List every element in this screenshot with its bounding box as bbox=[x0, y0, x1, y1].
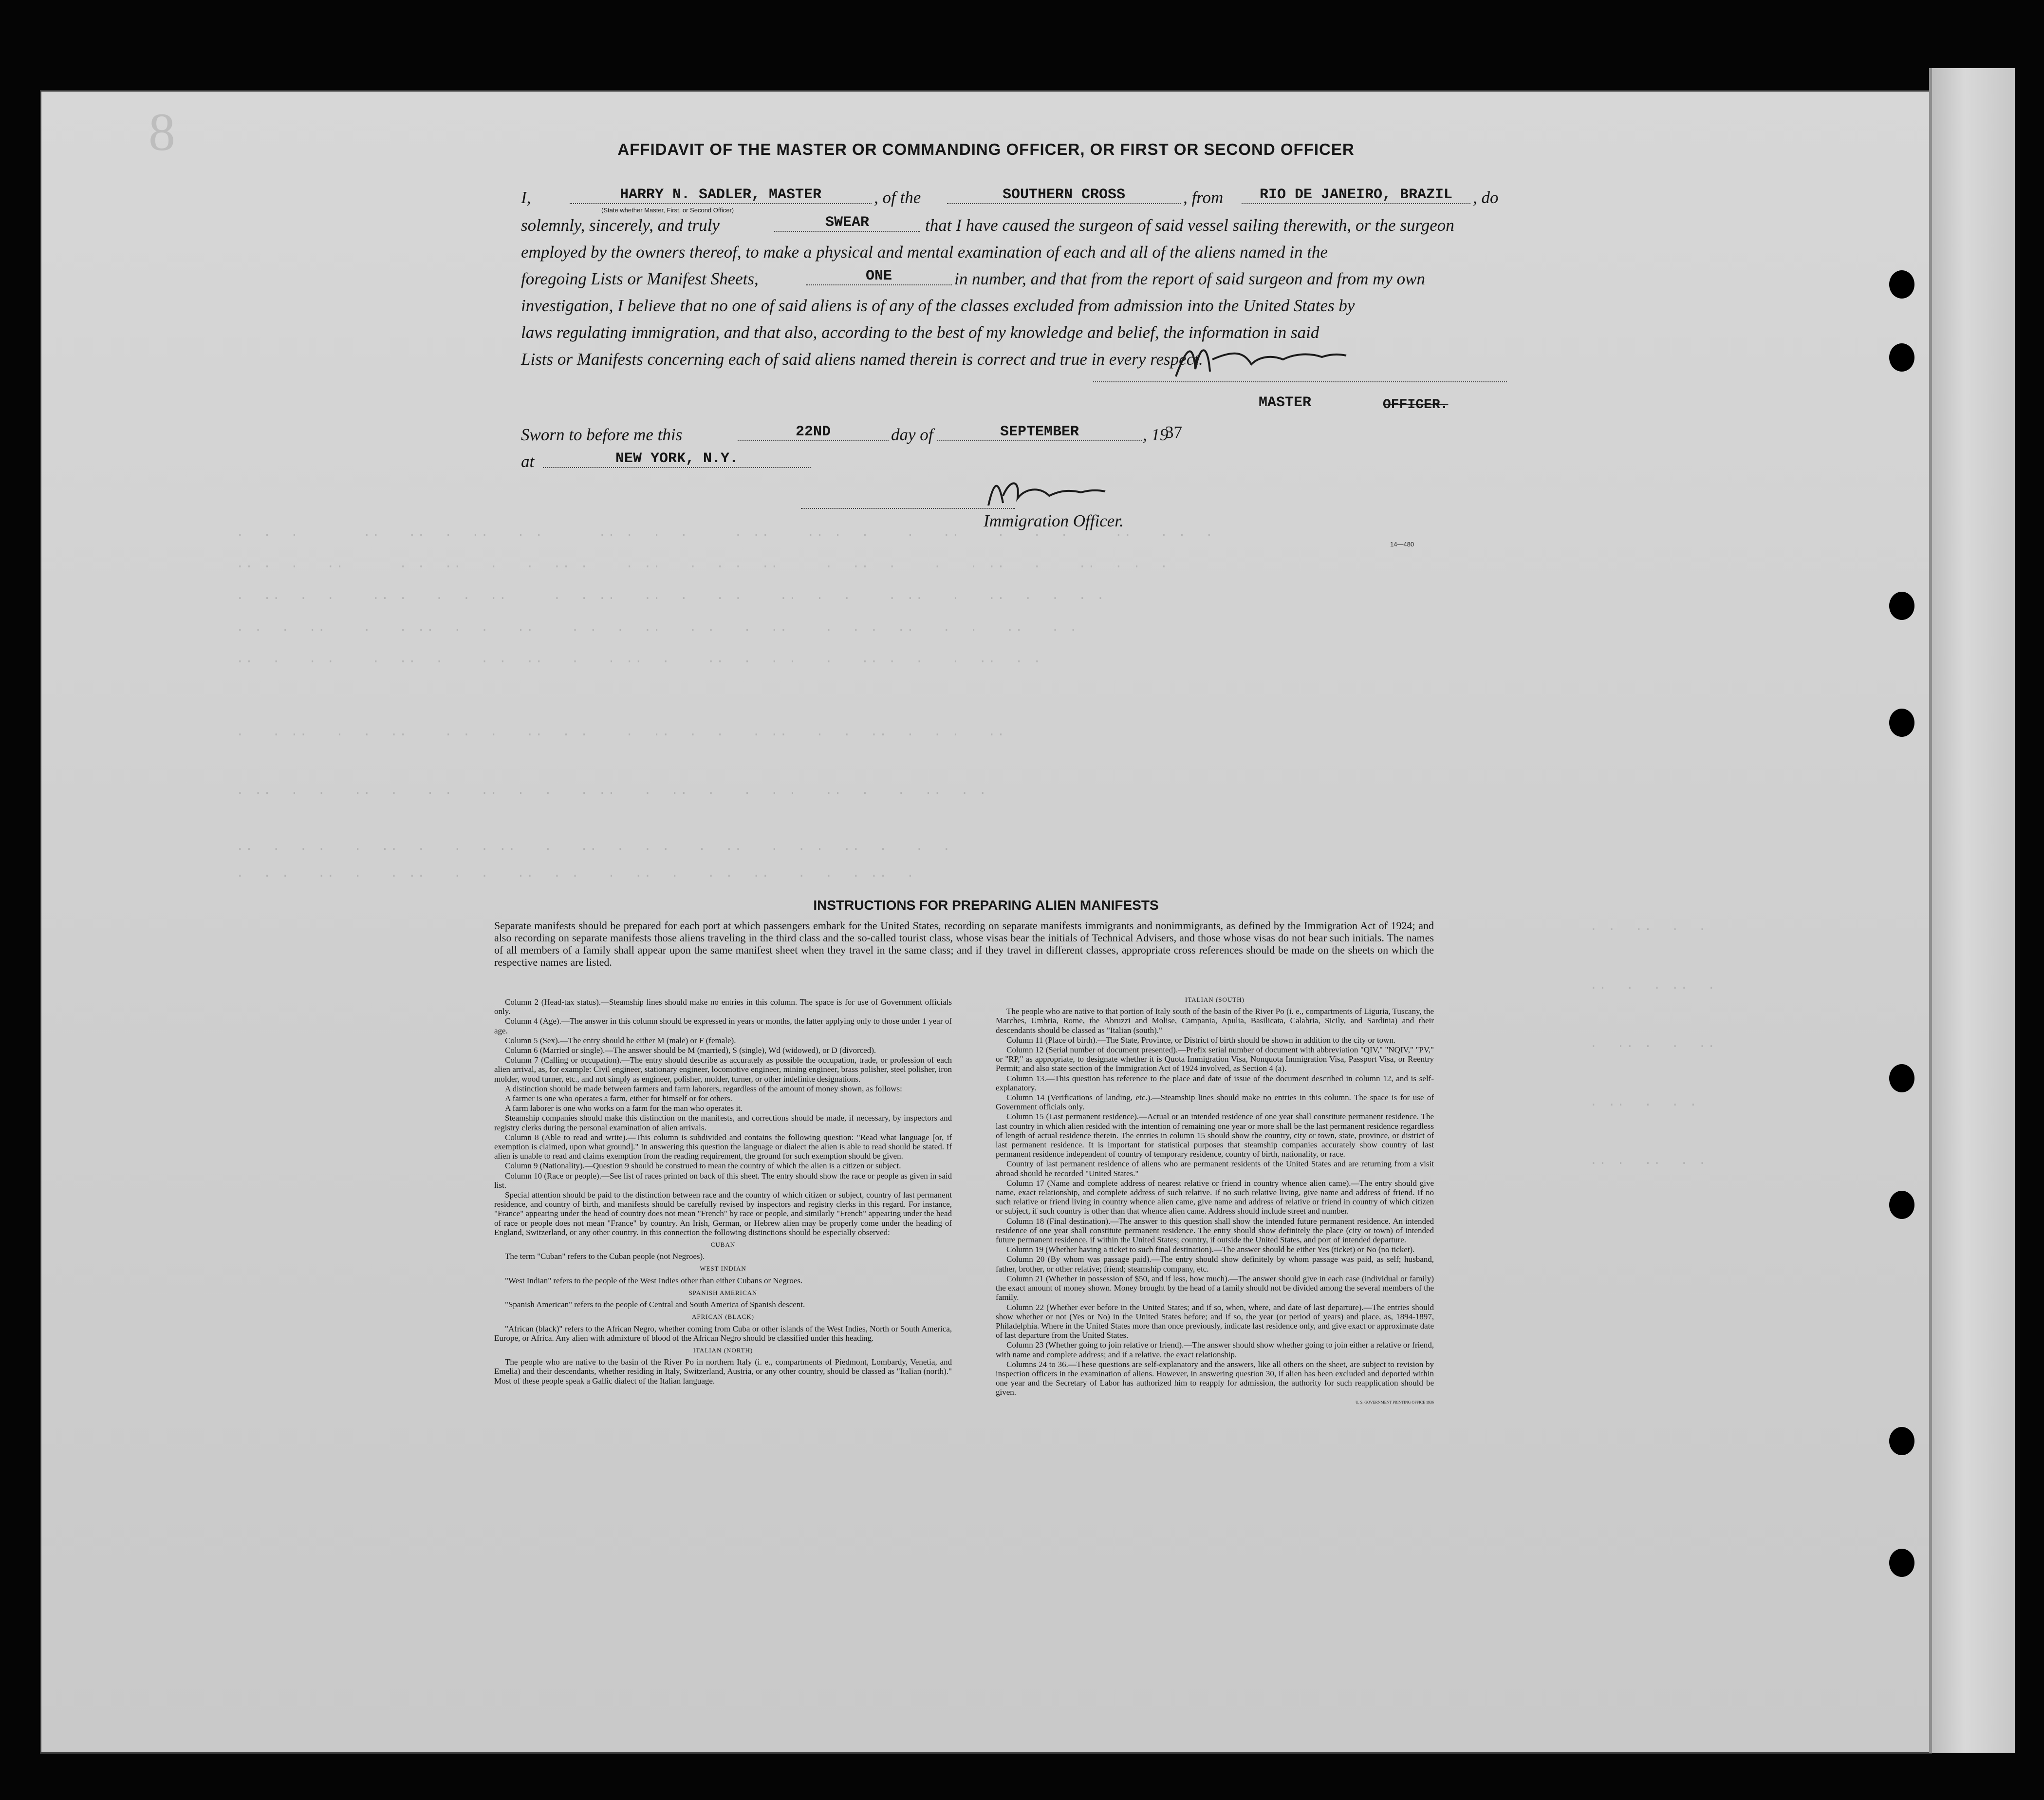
italian-north-heading: ITALIAN (NORTH) bbox=[693, 1346, 753, 1354]
binding-hole bbox=[1889, 1549, 1914, 1577]
italian-north-text: The people who are native to the basin of the River Po in northern Italy (i. e., compartments of Piedmont, Lombardy, Venetia, and Emelia) and their descendants, whether residing in Italy, Switzerland, Austria, or any other country, should be classed as "Italian (north)." Most of these people speak a Gallic dialect of the Italian language. bbox=[494, 1357, 952, 1386]
binding-hole bbox=[1889, 1064, 1914, 1092]
affidavit-line-6: laws regulating immigration, and that also, according to the best of my knowledge and belief, the information in said bbox=[521, 323, 1319, 342]
affidavit-line-3: employed by the owners thereof, to make a physical and mental examination of each and all of the aliens named in the bbox=[521, 243, 1328, 262]
year-prefix: , 19 bbox=[1143, 425, 1169, 444]
instruction-paragraph: Column 10 (Race or people).—See list of races printed on back of this sheet. The entry should show the race or people as given in said list. bbox=[494, 1171, 952, 1190]
cuban-heading: CUBAN bbox=[710, 1241, 736, 1249]
binding-hole bbox=[1889, 270, 1914, 299]
african-heading: AFRICAN (BLACK) bbox=[691, 1313, 755, 1321]
west-indian-text: "West Indian" refers to the people of the West Indies other than either Cubans or Negroes. bbox=[505, 1275, 803, 1285]
instruction-paragraph: A distinction should be made between farmers and farm laborers, regardless of the amount of money shown, as follows: bbox=[505, 1084, 902, 1093]
instruction-paragraph: Column 12 (Serial number of document presented).—Prefix serial number of document with abbreviation "QIV," "NQIV," "PV," or "RP," as appropriate, to designate whether it is Quota Immigration Visa, Nonquota Immigration Visa, Passport Visa, or Reentry Permit; and also state section of the Immigration Act of 1924 involved, as Section 4 (a). bbox=[996, 1045, 1434, 1073]
year-suffix: 37 bbox=[1165, 423, 1182, 442]
instruction-paragraph: Column 19 (Whether having a ticket to such final destination).—The answer should be either Yes (ticket) or No (no ticket). bbox=[1006, 1245, 1415, 1255]
day-of-label: day of bbox=[891, 425, 933, 444]
at-label: at bbox=[521, 452, 535, 471]
binding-hole bbox=[1889, 343, 1914, 372]
west-indian-heading: WEST INDIAN bbox=[700, 1265, 746, 1273]
affidavit-line-7: Lists or Manifests concerning each of said aliens named therein is correct and true in every respect. bbox=[521, 350, 1203, 369]
instruction-paragraph: Column 20 (By whom was passage paid).—The entry should show definitely by whom passage was paid, as self; husband, father, brother, or other relative; friend; steamship company, etc. bbox=[996, 1255, 1434, 1274]
from-label: , from bbox=[1183, 188, 1224, 207]
instruction-paragraph: Column 7 (Calling or occupation).—The entry should describe as accurately as possible the occupation, trade, or profession of each alien arrival, as, for example: Civil engineer, stationary engineer, locomotive engineer, mining engineer, brass polisher, steel polisher, iron molder, wood turner, etc., and not simply as engineer, polisher, molder, turner, or other indefinite designations. bbox=[494, 1055, 952, 1084]
printer-mark: U. S. GOVERNMENT PRINTING OFFICE 1936 bbox=[1356, 1400, 1434, 1405]
instruction-paragraph: Column 4 (Age).—The answer in this column should be expressed in years or months, the latter applying only to those under 1 year of age. bbox=[494, 1016, 952, 1035]
instructions-intro: Separate manifests should be prepared for each port at which passengers embark for the United States, recording on separate manifests immigrants and nonimmigrants, as defined by the Immigration Act of 1924; and also recording on separate manifests those aliens traveling in the third class and the so-called tourist class, whose visas bear the initials of Technical Advisers, and those whose visas do not bear such initials. The names of all members of a family shall appear upon the same manifest sheet when they travel in the same class; and if they travel in different classes, appropriate cross references should be made on the sheets on which the respective names are listed. bbox=[494, 919, 1434, 968]
title-under-signature: MASTER bbox=[1259, 394, 1312, 411]
instruction-paragraph: Special attention should be paid to the distinction between race and the country of which citizen or subject, country of last permanent residence, and country of birth, and manifests should be carefully revised by inspectors and registry clerks in this regard. For instance, "France" appearing under the head of country does not mean "French" by race or people, and similarly "French" appearing under the head of race or people does not mean "France" by country. An Irish, German, or Hebrew alien may be properly come under the heading of England, Switzerland, or any other country. In this connection the following distinctions should be especially observed: bbox=[494, 1190, 952, 1237]
declarant-note: (State whether Master, First, or Second Officer) bbox=[601, 206, 734, 214]
instruction-paragraph: Column 14 (Verifications of landing, etc.).—Steamship lines should make no entries in this column. The space is for use of Government officials only. bbox=[996, 1093, 1434, 1112]
cuban-text: The term "Cuban" refers to the Cuban people (not Negroes). bbox=[505, 1252, 705, 1261]
master-signature-line bbox=[1093, 381, 1507, 382]
instruction-paragraph: Column 9 (Nationality).—Question 9 should be construed to mean the country of which the alien is a citizen or subject. bbox=[505, 1161, 901, 1171]
instruction-paragraph: Steamship companies should make this distinction on the manifests, and corrections should be made, if necessary, by inspectors and registry clerks during the personal examination of alien arrivals. bbox=[494, 1113, 952, 1132]
instruction-paragraph: Columns 24 to 36.—These questions are self-explanatory and the answers, like all others on the sheet, are subject to revision by inspection officers in the examination of aliens. However, in answering question 30, if alien has been excluded and deported within one year and the Secretary of Labor has authorized him to reapply for admission, the authority for such reapplication should be given. bbox=[996, 1359, 1434, 1397]
master-signature bbox=[1166, 330, 1361, 389]
instruction-paragraph: A farmer is one who operates a farm, either for himself or for others. bbox=[505, 1094, 732, 1104]
of-the-label: , of the bbox=[874, 188, 921, 207]
i-label: I, bbox=[521, 188, 531, 207]
binding-hole bbox=[1889, 709, 1914, 737]
instruction-paragraph: Column 21 (Whether in possession of $50, and if less, how much).—The answer should give in each case (individual or family) the exact amount of money shown. Money brought by the head of a family should not be divided among the several members of the family. bbox=[996, 1274, 1434, 1302]
oath-field: SWEAR bbox=[774, 214, 920, 232]
do-label: , do bbox=[1473, 188, 1499, 207]
instruction-paragraph: A farm laborer is one who works on a farm for the man who operates it. bbox=[505, 1104, 743, 1113]
instruction-paragraph: Column 8 (Able to read and write).—This column is subdivided and contains the following question: "Read what language [or, if exemption is claimed, upon what ground]." In answering this question the language or dialect the alien is able to read should be stated. If alien is unable to read and claims exemption from the reading requirement, the ground for such exemption should be given. bbox=[494, 1132, 952, 1161]
instructions-left-column bbox=[494, 997, 952, 1386]
binding-hole bbox=[1889, 1191, 1914, 1219]
instruction-paragraph: The people who are native to that portion of Italy south of the basin of the River Po (i. e., compartments of Liguria, Tuscany, the Marches, Umbria, Rome, the Abruzzi and Molise, Campania, Apulia, Basilicata, Calabria, Sicily, and Sardinia) and their descendants should be classed as "Italian (south)." bbox=[996, 1007, 1434, 1035]
place-field: NEW YORK, N.Y. bbox=[543, 450, 811, 468]
instruction-paragraph: Column 5 (Sex).—The entry should be either M (male) or F (female). bbox=[505, 1035, 736, 1045]
instruction-paragraph: Column 17 (Name and complete address of nearest relative or friend in country whence alien came).—The entry should give name, exact relationship, and complete address of such relative. If no such relative living, give name and address of friend. If no such relative or friend living in country whence alien came, give name and address of relative or friend in country of which citizen or subject, if such country is other than that whence alien came. Address should include street and number. bbox=[996, 1178, 1434, 1216]
affidavit-line-4a: foregoing Lists or Manifest Sheets, bbox=[521, 269, 759, 288]
form-code: 14—480 bbox=[1390, 541, 1414, 548]
instruction-paragraph: Column 2 (Head-tax status).—Steamship lines should make no entries in this column. The space is for use of Government officials only. bbox=[494, 997, 952, 1016]
instruction-paragraph: Column 6 (Married or single).—The answer should be M (married), S (single), Wd (widowed), or D (divorced). bbox=[505, 1046, 876, 1055]
binding-hole bbox=[1889, 1427, 1914, 1455]
affidavit-line-5: investigation, I believe that no one of said aliens is of any of the classes excluded from admission into the United States by bbox=[521, 296, 1355, 315]
struck-officer-word: OFFICER. bbox=[1383, 397, 1449, 412]
instructions-right-column bbox=[996, 995, 1434, 1407]
instruction-paragraph: Column 13.—This question has reference to the place and date of issue of the document described in column 12, and is self-explanatory. bbox=[996, 1073, 1434, 1092]
binding-strip bbox=[1929, 68, 2015, 1753]
affidavit-line-2: that I have caused the surgeon of said vessel sailing therewith, or the surgeon bbox=[925, 216, 1454, 235]
instruction-paragraph: Column 22 (Whether ever before in the United States; and if so, when, where, and date of last departure).—The entries should show whether or not (Yes or No) in the United States before; and if so, the year (or period of years) and place, as, 1894-1897, Philadelphia. Where in the United States more than once previously, indicate last residence only, and give exact or approximate date of last departure from the United States. bbox=[996, 1302, 1434, 1340]
instruction-paragraph: Country of last permanent residence of aliens who are permanent residents of the United States and are returning from a visit abroad should be recorded "United States." bbox=[996, 1159, 1434, 1178]
declarant-field: HARRY N. SADLER, MASTER bbox=[570, 187, 872, 204]
instruction-paragraph: Column 15 (Last permanent residence).—Actual or an intended residence of one year shall constitute permanent residence. The last country in which alien resided with the intention of remaining one year or more shall be the last permanent residence regardless of length of actual residence therein. The entries in column 15 should show the country, city or town, state, province, or district of last permanent residence. It is important for statistical purposes that steamship companies accurately show country of last permanent residence independent of country of temporary residence, country of birth, nationality, or race. bbox=[996, 1112, 1434, 1159]
port-field: RIO DE JANEIRO, BRAZIL bbox=[1242, 187, 1470, 204]
spanish-american-text: "Spanish American" refers to the people of Central and South America of Spanish descent. bbox=[505, 1300, 805, 1310]
page-number-mark: 8 bbox=[149, 102, 175, 162]
immigration-officer-label: Immigration Officer. bbox=[984, 511, 1124, 530]
month-field: SEPTEMBER bbox=[937, 424, 1142, 441]
spanish-american-heading: SPANISH AMERICAN bbox=[688, 1289, 758, 1296]
instruction-paragraph: Column 23 (Whether going to join relative or friend).—The answer should show whether going to join either a relative or friend, with name and complete address; and if a relative, the exact relationship. bbox=[996, 1340, 1434, 1359]
affidavit-title: AFFIDAVIT OF THE MASTER OR COMMANDING OFFICER, OR FIRST OR SECOND OFFICER bbox=[617, 140, 1355, 158]
sheets-field: ONE bbox=[806, 268, 952, 285]
binding-hole bbox=[1889, 592, 1914, 620]
vessel-field: SOUTHERN CROSS bbox=[947, 187, 1181, 204]
manifest-page: 8 . . . .. .. . .. . . .. . . . . .. .. . . . .. . . . .. . . . .. . . .. . . .. . . .. . . .. . . . .. . .. . . . .. . .. . . . . .. . . .. . . . .. . . .. .. . . . .. . . . .. . .. . . . . . . . .. . . .. . . .. . . . .. . . . .. . . . .. . . .. . . .. . . . . .. . . . .. . . .. . .. . . . . .. . . . .. . . . . .. . . .. . . . .. . . . .. . . . .. . . .. . . . .. . .. . . .. . . . .. . . . .. . .. . . . . .. . . .. . . .. . . . . .. . . . .. . .. . . . . .. . . . .. . . . . . . .. . . .. . . .. . . . .. . . . .. . . . .. . . . .. . . .. . . .. . . .. . . .. . .. . . . .. . .. . . AFFIDAVIT OF THE MASTER OR COMMANDING OFFICER, OR FIRST OR SECOND OFFICER I, HARRY N. SADLER, MASTER (State whether Master, First, or Second Officer) , of the SOUTHERN CROSS , from RIO DE JANEIRO, BRAZIL , do solemnly, sincerely, and truly SWEAR that I have caused the surgeon of said vessel sailing therewith, or the surgeon employed by the owners thereof, to make a physical and mental examination of each and all of the aliens named in the foregoing Lists or Manifest Sheets, ONE in number, and that from the report of said surgeon and from my own investigation, I believe that no one of said aliens is of any of the classes excluded from admission into the United States by laws regulating immigration, and that also, according to the best of my knowledge and belief, the information in said Lists or Manifests concerning each of said aliens named therein is correct and true in every respect. MASTER OFFICER. Sworn to before me this 22ND day of SEPTEMBER , 19 37 at NEW YORK, N.Y. Immigration Officer. 14—480 INSTRUCTIONS FOR PREPARING ALIEN MANIFESTS Separate manifests should be prepared for each port at which passengers embark for the United States, recording on separate manifests immigrants and nonimmigrants, as defined by the Immigration Act of 1924; and also recording on separate manifests those aliens traveling in the third class and the so-called tourist class, whose visas bear the initials of Technical Advisers, and those whose visas do not bear such initials. The names of all members of a family shall appear upon the same manifest sheet when they travel in the same class; and if they travel in different classes, appropriate cross references should be made on the sheets on which the respective names are listed. Column 2 (Head-tax status).—Steamship lines should make no entries in this column. The space is for use of Government officials only. Column 4 (Age).—The answer in this column should be expressed in years or months, the latter applying only to those under 1 year of age. Column 5 (Sex).—The entry should be either M (male) or F (female). Column 6 (Married or single).—The answer should be M (married), S (single), Wd (widowed), or D (divorced). Column 7 (Calling or occupation).—The entry should describe as accurately as possible the occupation, trade, or profession of each alien arrival, as, for example: Civil engineer, stationary engineer, locomotive engineer, mining engineer, brass polisher, steel polisher, iron molder, wood turner, etc., and not simply as engineer, polisher, molder, turner, or other indefinite designations. A distinction should be made between farmers and farm laborers, regardless of the amount of money shown, as follows: A farmer is one who operates a farm, either for himself or for others. A farm laborer is one who works on a farm for the man who operates it. Steamship companies should make this distinction on the manifests, and corrections should be made, if necessary, by inspectors and registry clerks during the personal examination of alien arrivals. Column 8 (Able to read and write).—This column is subdivided and contains the following question: "Read what language [or, if exemption is claimed, upon what ground]." In answering this question the language or dialect the alien is able to read should be stated. If alien is unable to read and claims exemption from the reading requirement, the ground for such exemption should be given. Column 9 (Nationality).—Question 9 should be construed to mean the country of which the alien is a citizen or subject. Column 10 (Race or people).—See list of races printed on back of this sheet. The entry should show the race or people as given in said list. Special attention should be paid to the distinction between race and the country of which citizen or subject, country of last permanent residence, and country of birth, and manifests should be carefully revised by inspectors and registry clerks in this regard. For instance, "France" appearing under the head of country does not mean "French" by race or people, and similarly "French" appearing under the head of race or people does not mean "France" by country. An Irish, German, or Hebrew alien may be properly come under the heading of England, Switzerland, or any other country. In this connection the following distinctions should be especially observed: CUBAN The term "Cuban" refers to the Cuban people (not Negroes). WEST INDIAN "West Indian" refers to the people of the West Indies other than either Cubans or Negroes. SPANISH AMERICAN "Spanish American" refers to the people of Central and South America of Spanish descent. AFRICAN (BLACK) "African (black)" refers to the African Negro, whether coming from Cuba or other islands of the West Indies, North or South America, Europe, or Africa. Any alien with admixture of blood of the African Negro should be classified under this heading. ITALIAN (NORTH) The people who are native to the basin of the River Po in northern Italy (i. e., compartments of Piedmont, Lombardy, Venetia, and Emelia) and their descendants, whether residing in Italy, Switzerland, Austria, or any other country, should be classed as "Italian (north)." Most of these people speak a Gallic dialect of the Italian language. ITALIAN (SOUTH) The people who are native to that portion of Italy south of the basin of the River Po (i. e., compartments of Liguria, Tuscany, the Marches, Umbria, Rome, the Abruzzi and Molise, Campania, Apulia, Basilicata, Calabria, Sicily, and Sardinia) and their descendants should be classed as "Italian (south)." Column 11 (Place of birth).—The State, Province, or District of birth should be shown in addition to the city or town. Column 12 (Serial number of document presented).—Prefix serial number of document with abbreviation "QIV," "NQIV," "PV," or "RP," as appropriate, to designate whether it is Quota Immigration Visa, Nonquota Immigration Visa, Passport Visa, or Reentry Permit; and also state section of the Immigration Act of 1924 involved, as Section 4 (a). Column 13.—This question has reference to the place and date of issue of the document described in column 12, and is self-explanatory. Column 14 (Verifications of landing, etc.).—Steamship lines should make no entries in this column. The space is for use of Government officials only. Column 15 (Last permanent residence).—Actual or an intended residence of one year shall constitute permanent residence. The last country in which alien resided with the intention of remaining one year or more shall be the last permanent residence regardless of length of actual residence therein. The entries in column 15 should show the country, city or town, state, province, or district of last permanent residence. It is important for statistical purposes that steamship companies accurately show country of last permanent residence independent of country of temporary residence, country of birth, nationality, or race. Country of last permanent residence of aliens who are permanent residents of the United States and are returning from a visit abroad should be recorded "United States." Column 17 (Name and complete address of nearest relative or friend in country whence alien came).—The entry should give name, exact relationship, and complete address of such relative. If no such relative living, give name and address of friend. If no such relative or friend living in country whence alien came, give name and address of relative or friend in country of which citizen or subject, if such country is other than that whence alien came. Address should include street and number. Column 18 (Final destination).—The answer to this question shall show the intended future permanent residence. An intended residence of one year shall constitute permanent residence. The entry should show definitely the place (city or town) of intended future permanent residence, if within the United States; country, if outside the United States, and port of intended departure. Column 19 (Whether having a ticket to such final destination).—The answer should be either Yes (ticket) or No (no ticket). Column 20 (By whom was passage paid).—The entry should show definitely by whom passage was paid, as self; husband, father, brother, or other relative; friend; steamship company, etc. Column 21 (Whether in possession of $50, and if less, how much).—The answer should give in each case (individual or family) the exact amount of money shown. Money brought by the head of a family should not be divided among the several members of the family. Column 22 (Whether ever before in the United States; and if so, when, where, and date of last departure).—The entries should show whether or not (Yes or No) in the United States before; and if so, the year (or period of years) and place, as, 1894-1897, Philadelphia. Where in the United States more than once previously, indicate last residence only, and give exact or approximate date of last departure from the United States. Column 23 (Whether going to join relative or friend).—The answer should show whether going to join either a relative or friend, with name and complete address; and if a relative, the exact relationship. Columns 24 to 36.—These questions are self-explanatory and the answers, like all others on the sheet, are subject to revision by inspection officers in the examination of aliens. However, in answering question 30, if alien has been excluded and deported within one year and the Secretary of Labor has authorized him to reapply for admission, the authority for such reapplication should be given. U. S. GOVERNMENT PRINTING OFFICE 1936 bbox=[40, 90, 1932, 1754]
immigration-officer-signature bbox=[976, 469, 1113, 513]
african-text: "African (black)" refers to the African Negro, whether coming from Cuba or other islands of the West Indies, North or South America, Europe, or Africa. Any alien with admixture of blood of the African Negro should be classified under this heading. bbox=[494, 1324, 952, 1343]
sworn-label: Sworn to before me this bbox=[521, 425, 683, 444]
instruction-paragraph: Column 18 (Final destination).—The answer to this question shall show the intended future permanent residence. An intended residence of one year shall constitute permanent residence. The entry should show definitely the place (city or town) of intended future permanent residence, if within the United States; country, if outside the United States, and port of intended departure. bbox=[996, 1216, 1434, 1245]
day-field: 22ND bbox=[738, 424, 889, 441]
instruction-paragraph: Column 11 (Place of birth).—The State, Province, or District of birth should be shown in addition to the city or town. bbox=[1006, 1035, 1396, 1045]
officer-signature-line bbox=[801, 508, 1015, 509]
affidavit-line-4b: in number, and that from the report of said surgeon and from my own bbox=[954, 269, 1426, 288]
solemnly-label: solemnly, sincerely, and truly bbox=[521, 216, 720, 235]
italian-south-heading: ITALIAN (SOUTH) bbox=[1185, 996, 1245, 1003]
instructions-title: INSTRUCTIONS FOR PREPARING ALIEN MANIFESTS bbox=[813, 898, 1159, 913]
